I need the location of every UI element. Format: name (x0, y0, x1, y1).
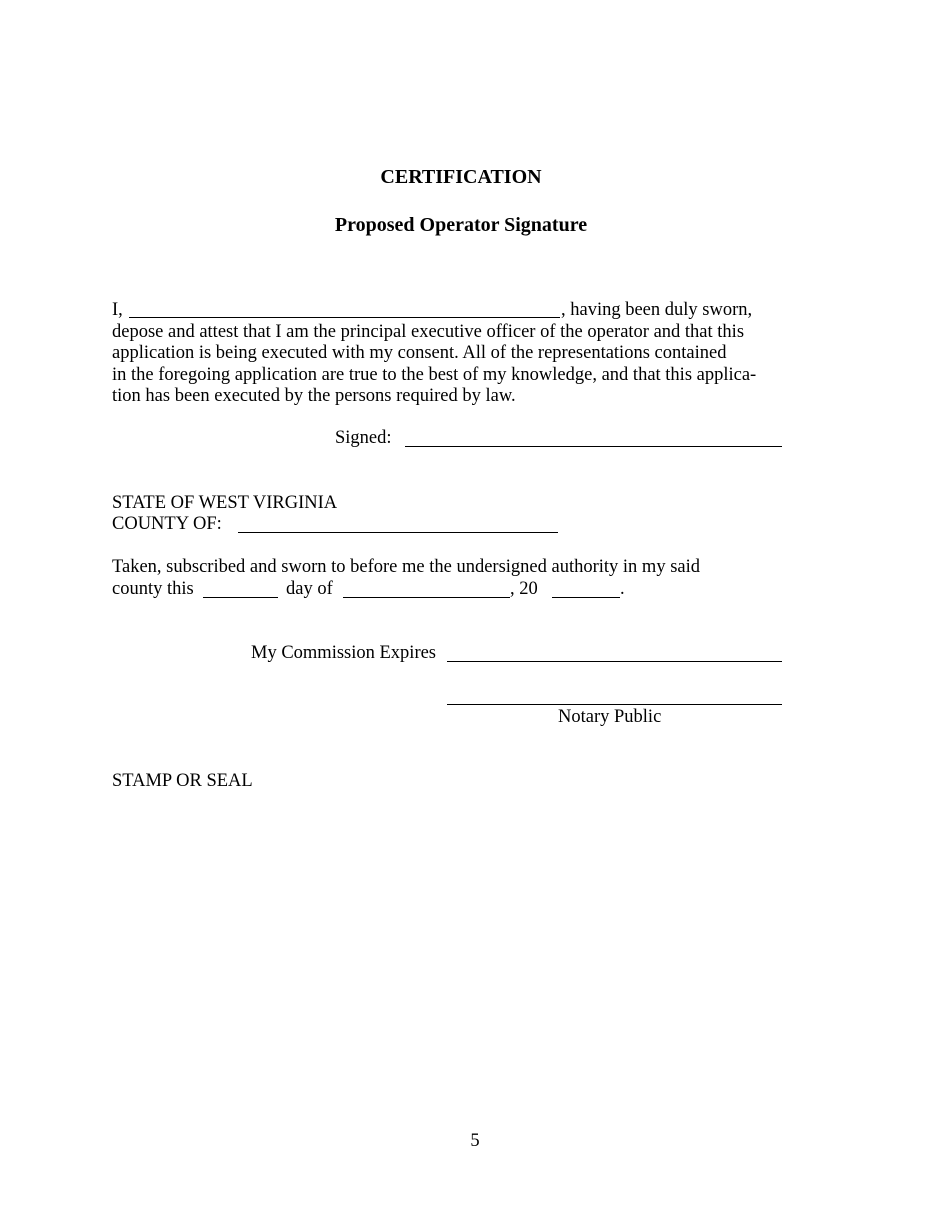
attestation-line: depose and attest that I am the principal executive officer of the operator and that this (112, 322, 745, 342)
commission-expires-field[interactable] (447, 661, 782, 662)
attestation-line: application is being executed with my consent. All of the representations contained (112, 343, 727, 363)
year-prefix-label: , 20 (510, 579, 538, 599)
notary-signature-field[interactable] (447, 704, 782, 705)
page-number: 5 (470, 1131, 480, 1151)
day-of-label: day of (286, 579, 333, 599)
county-field[interactable] (238, 532, 558, 533)
stamp-seal-label: STAMP OR SEAL (112, 771, 253, 791)
county-this-label: county this (112, 579, 194, 599)
notary-public-label: Notary Public (558, 707, 662, 727)
attestation-line: tion has been executed by the persons required by law. (112, 386, 516, 406)
sworn-line: Taken, subscribed and sworn to before me the undersigned authority in my said (112, 557, 700, 577)
signature-field[interactable] (405, 446, 782, 447)
month-field[interactable] (343, 597, 510, 598)
page-subtitle: Proposed Operator Signature (334, 214, 588, 236)
attestation-line: in the foregoing application are true to the best of my knowledge, and that this applica- (112, 365, 757, 385)
county-label: COUNTY OF: (112, 514, 222, 534)
state-line: STATE OF WEST VIRGINIA (112, 493, 338, 513)
sworn-period: . (620, 579, 625, 599)
attestation-line1-suffix: , having been duly sworn, (561, 300, 753, 320)
year-field[interactable] (552, 597, 620, 598)
commission-expires-label: My Commission Expires (251, 643, 437, 663)
page-title: CERTIFICATION (380, 166, 542, 188)
signed-label: Signed: (335, 428, 392, 448)
day-field[interactable] (203, 597, 278, 598)
operator-name-field[interactable] (129, 317, 560, 318)
attestation-prefix: I, (112, 300, 123, 320)
